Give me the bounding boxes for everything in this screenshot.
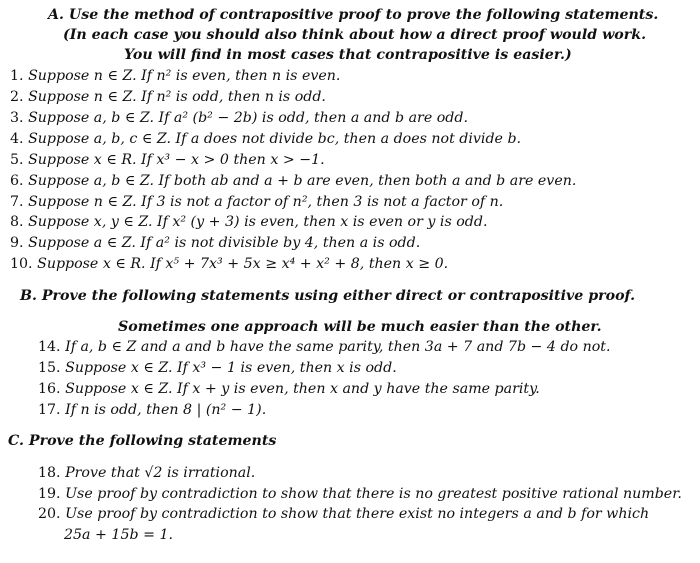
item-number: 20. (38, 506, 61, 522)
item-number: 4. (10, 131, 24, 147)
item-text: Suppose a, b ∈ Z. If both ab and a + b are even, then both a and b are even. (28, 173, 577, 189)
item-text: Suppose n ∈ Z. If n² is odd, then n is odd. (28, 89, 326, 105)
item-text: Suppose x ∈ Z. If x + y is even, then x and y have the same parity. (65, 381, 540, 397)
list-item (10, 193, 503, 211)
list-item (38, 380, 540, 398)
item-text: Suppose a ∈ Z. If a² is not divisible by 4, then a is odd. (28, 235, 421, 251)
item-number: 16. (38, 381, 61, 397)
list-item (10, 172, 576, 190)
item-number: 18. (38, 465, 61, 481)
item-text: Suppose a, b ∈ Z. If a² (b² − 2b) is odd, then a and b are odd. (28, 110, 468, 126)
section-b-note: Sometimes one approach will be much easier than the other. (118, 319, 602, 335)
list-item (10, 151, 325, 169)
item-text: Suppose x ∈ R. If x⁵ + 7x³ + 5x ≥ x⁴ + x² + 8, then x ≥ 0. (37, 256, 449, 272)
item-text: Use proof by contradiction to show that there exist no integers a and b for which (65, 506, 650, 522)
item-text: Use proof by contradiction to show that there is no greatest positive rational number. (65, 486, 682, 502)
section-c-title: C. Prove the following statements (8, 433, 277, 449)
item-20-continuation: 25a + 15b = 1. (64, 527, 173, 543)
list-item (38, 485, 682, 503)
section-b-title: B. Prove the following statements using either direct or contrapositive proof. (20, 288, 636, 304)
item-number: 9. (10, 235, 24, 251)
list-item (38, 401, 266, 419)
list-item (10, 255, 448, 273)
list-item (10, 67, 340, 85)
item-number: 6. (10, 173, 24, 189)
item-number: 3. (10, 110, 24, 126)
item-number: 2. (10, 89, 24, 105)
item-number: 8. (10, 214, 24, 230)
item-text: If a, b ∈ Z and a and b have the same parity, then 3a + 7 and 7b − 4 do not. (65, 339, 611, 355)
list-item (10, 213, 487, 231)
list-item (10, 130, 521, 148)
item-number: 5. (10, 152, 24, 168)
section-a-note-line1: (In each case you should also think about how a direct proof would work. (63, 27, 647, 43)
list-item (38, 359, 397, 377)
item-text: Suppose x ∈ R. If x³ − x > 0 then x > −1. (28, 152, 325, 168)
item-text: Suppose x, y ∈ Z. If x² (y + 3) is even, then x is even or y is odd. (28, 214, 488, 230)
item-number: 17. (38, 402, 61, 418)
list-item (10, 88, 326, 106)
item-number: 14. (38, 339, 61, 355)
item-text: Suppose n ∈ Z. If 3 is not a factor of n², then 3 is not a factor of n. (28, 194, 504, 210)
item-number: 1. (10, 68, 24, 84)
item-number: 10. (10, 256, 33, 272)
item-text: Suppose n ∈ Z. If n² is even, then n is even. (28, 68, 341, 84)
list-item (38, 505, 649, 523)
item-text: Suppose x ∈ Z. If x³ − 1 is even, then x is odd. (65, 360, 397, 376)
item-text: Suppose a, b, c ∈ Z. If a does not divide bc, then a does not divide b. (28, 131, 522, 147)
item-number: 15. (38, 360, 61, 376)
item-text: Prove that √2 is irrational. (65, 465, 256, 481)
item-number: 7. (10, 194, 24, 210)
section-a-title: A. Use the method of contrapositive proof to prove the following statements. (48, 7, 659, 23)
item-text: If n is odd, then 8 | (n² − 1). (65, 402, 267, 418)
list-item (10, 109, 468, 127)
list-item (38, 338, 611, 356)
section-a-note-line2: You will find in most cases that contrapositive is easier.) (124, 47, 572, 63)
list-item (10, 234, 420, 252)
item-number: 19. (38, 486, 61, 502)
list-item (38, 464, 255, 482)
